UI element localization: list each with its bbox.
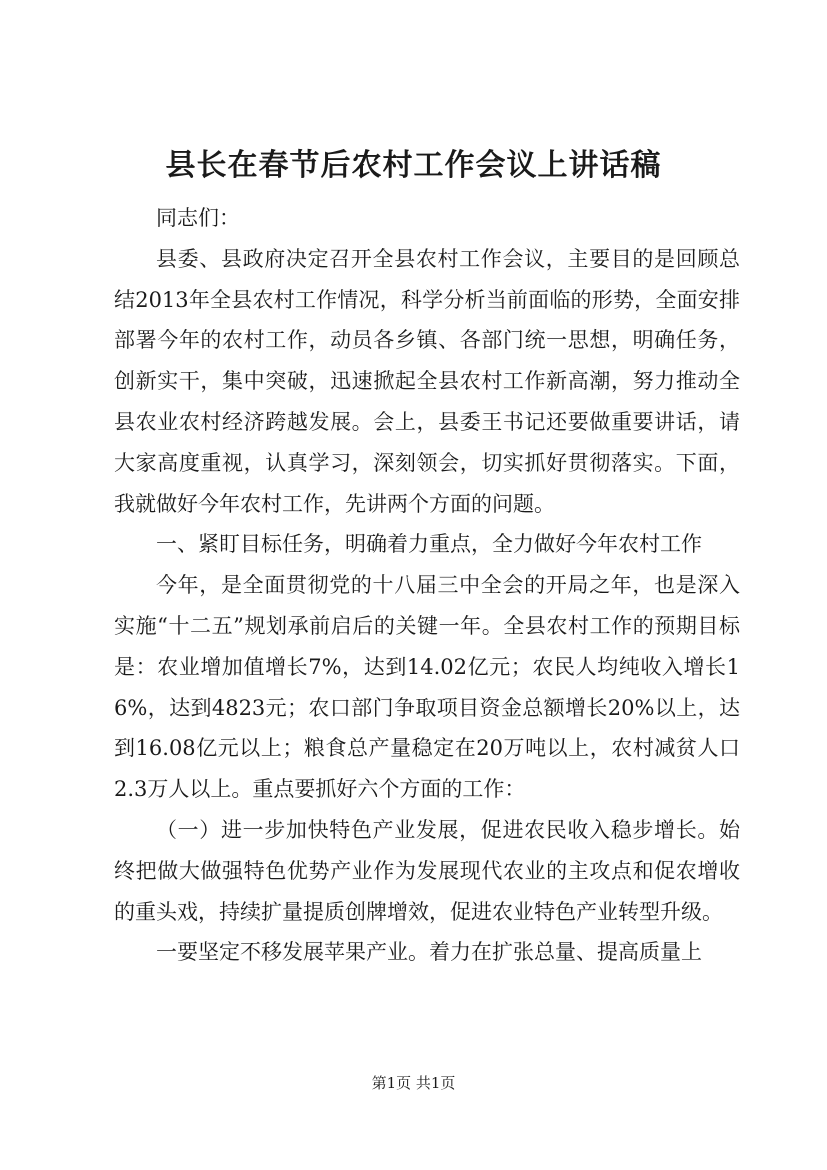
paragraph-apple-industry: 一要坚定不移发展苹果产业。着力在扩张总量、提高质量上	[156, 940, 702, 965]
page-footer: 第1页 共1页	[371, 1074, 456, 1092]
greeting: 同志们：	[156, 206, 240, 230]
document-title: 县长在春节后农村工作会议上讲话稿	[165, 148, 662, 183]
paragraph-goals: 今年，是全面贯彻党的十八届三中全会的开局之年，也是深入实施“十二五”规划承前启后的关键一年。全县农村工作的预期目标是：农业增加值增长7%，达到14.02亿元；农民人均纯收入增长16%，达到4823元；农口部门争取项目资金总额增长20%以上，达到16.08亿元以上；粮食总产量稳定在20万吨以上，农村减贫人口2.3万人以上。重点要抓好六个方面的工作：	[114, 573, 740, 802]
section-heading-1: 一、紧盯目标任务，明确着力重点，全力做好今年农村工作	[156, 532, 702, 557]
paragraph-intro: 县委、县政府决定召开全县农村工作会议，主要目的是回顾总结2013年全县农村工作情况，科学分析当前面临的形势，全面安排部署今年的农村工作，动员各乡镇、各部门统一思想，明确任务，创新实干，集中突破，迅速掀起全县农村工作新高潮，努力推动全县农业农村经济跨越发展。会上，县委王书记还要做重要讲话，请大家高度重视，认真学习，深刻领会，切实抓好贯彻落实。下面，我就做好今年农村工作，先讲两个方面的问题。	[114, 246, 740, 516]
document-body	[114, 198, 740, 973]
subsection-heading-1: （一）进一步加快特色产业发展，促进农民收入稳步增长。始终把做大做强特色优势产业作为发展现代农业的主攻点和促农增收的重头戏，持续扩量提质创牌增效，促进农业特色产业转型升级。	[114, 817, 740, 924]
